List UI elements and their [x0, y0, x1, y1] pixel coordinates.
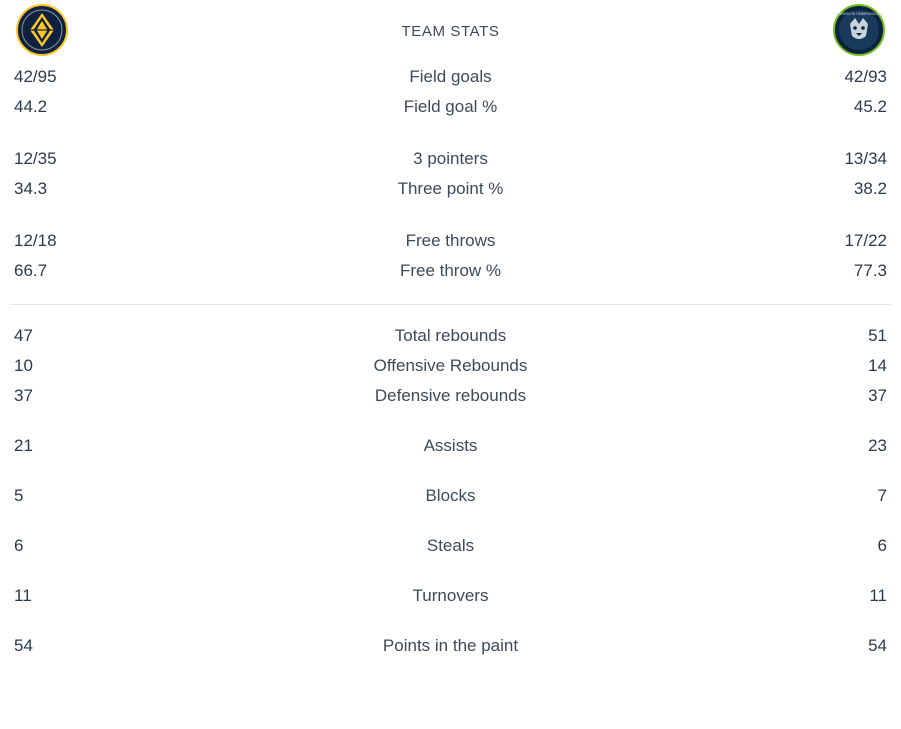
- stat-label: Three point %: [397, 179, 504, 198]
- stat-row: [10, 381, 891, 411]
- stat-label: Offensive Rebounds: [373, 356, 528, 375]
- spacer: [10, 511, 891, 531]
- home-value: 7: [877, 486, 887, 505]
- stat-row: [10, 531, 891, 561]
- away-value: 54: [14, 636, 33, 655]
- other-stats-group: [10, 411, 891, 661]
- away-value: 47: [14, 326, 33, 345]
- away-value: 10: [14, 356, 33, 375]
- nuggets-logo-icon[interactable]: [16, 4, 68, 56]
- home-value: 23: [868, 436, 887, 455]
- stat-label: Free throws: [405, 231, 496, 250]
- stat-label: Free throw %: [399, 261, 502, 280]
- home-value: 11: [869, 586, 887, 605]
- spacer: [10, 561, 891, 581]
- stat-row: [10, 351, 891, 381]
- stat-row: [10, 581, 891, 611]
- spacer: [10, 204, 891, 226]
- home-value: 38.2: [853, 179, 887, 198]
- spacer: [10, 611, 891, 631]
- timberwolves-logo-icon[interactable]: [833, 4, 885, 56]
- stat-row: [10, 431, 891, 461]
- stat-row: [10, 144, 891, 174]
- home-value: 54: [868, 636, 887, 655]
- away-value: 34.3: [14, 179, 48, 198]
- stat-row: [10, 256, 891, 286]
- home-value: 51: [868, 326, 887, 345]
- away-value: 37: [14, 386, 33, 405]
- stat-label: 3 pointers: [413, 149, 488, 168]
- away-value: 42/95: [14, 67, 57, 86]
- away-value: 11: [14, 586, 32, 605]
- stat-label: Assists: [423, 436, 478, 455]
- stat-label: Steals: [426, 536, 475, 555]
- stat-label: Total rebounds: [394, 326, 507, 345]
- home-value: 6: [877, 536, 887, 555]
- spacer: [10, 461, 891, 481]
- home-value: 14: [868, 356, 887, 375]
- svg-text:MINNESOTA TIMBERWOLVES: MINNESOTA TIMBERWOLVES: [835, 12, 883, 16]
- away-value: 44.2: [14, 97, 48, 116]
- rebound-stats-group: [10, 321, 891, 411]
- shooting-stats-group: [10, 62, 891, 286]
- stat-label: Points in the paint: [382, 636, 519, 655]
- home-value: 37: [868, 386, 887, 405]
- stat-row: [10, 92, 891, 122]
- home-value: 45.2: [853, 97, 887, 116]
- stat-label: Field goals: [409, 67, 492, 86]
- stat-row: [10, 226, 891, 256]
- stat-label: Defensive rebounds: [374, 386, 527, 405]
- section-divider: [10, 304, 891, 305]
- home-value: 17/22: [844, 231, 887, 250]
- stat-row: [10, 481, 891, 511]
- away-value: 5: [14, 486, 24, 505]
- stat-label: Field goal %: [403, 97, 498, 116]
- page-title: TEAM STATS: [401, 22, 500, 40]
- away-value: 66.7: [14, 261, 48, 280]
- away-value: 12/18: [14, 231, 57, 250]
- spacer: [10, 122, 891, 144]
- home-value: 13/34: [844, 149, 887, 168]
- spacer: [10, 411, 891, 431]
- stats-header: [10, 0, 891, 62]
- home-value: 42/93: [844, 67, 887, 86]
- stat-row: [10, 62, 891, 92]
- away-value: 6: [14, 536, 24, 555]
- away-value: 12/35: [14, 149, 57, 168]
- stat-row: [10, 321, 891, 351]
- stat-row: [10, 174, 891, 204]
- home-value: 77.3: [853, 261, 887, 280]
- stat-label: Turnovers: [412, 586, 489, 605]
- away-value: 21: [14, 436, 33, 455]
- stat-label: Blocks: [425, 486, 476, 505]
- stat-row: [10, 631, 891, 661]
